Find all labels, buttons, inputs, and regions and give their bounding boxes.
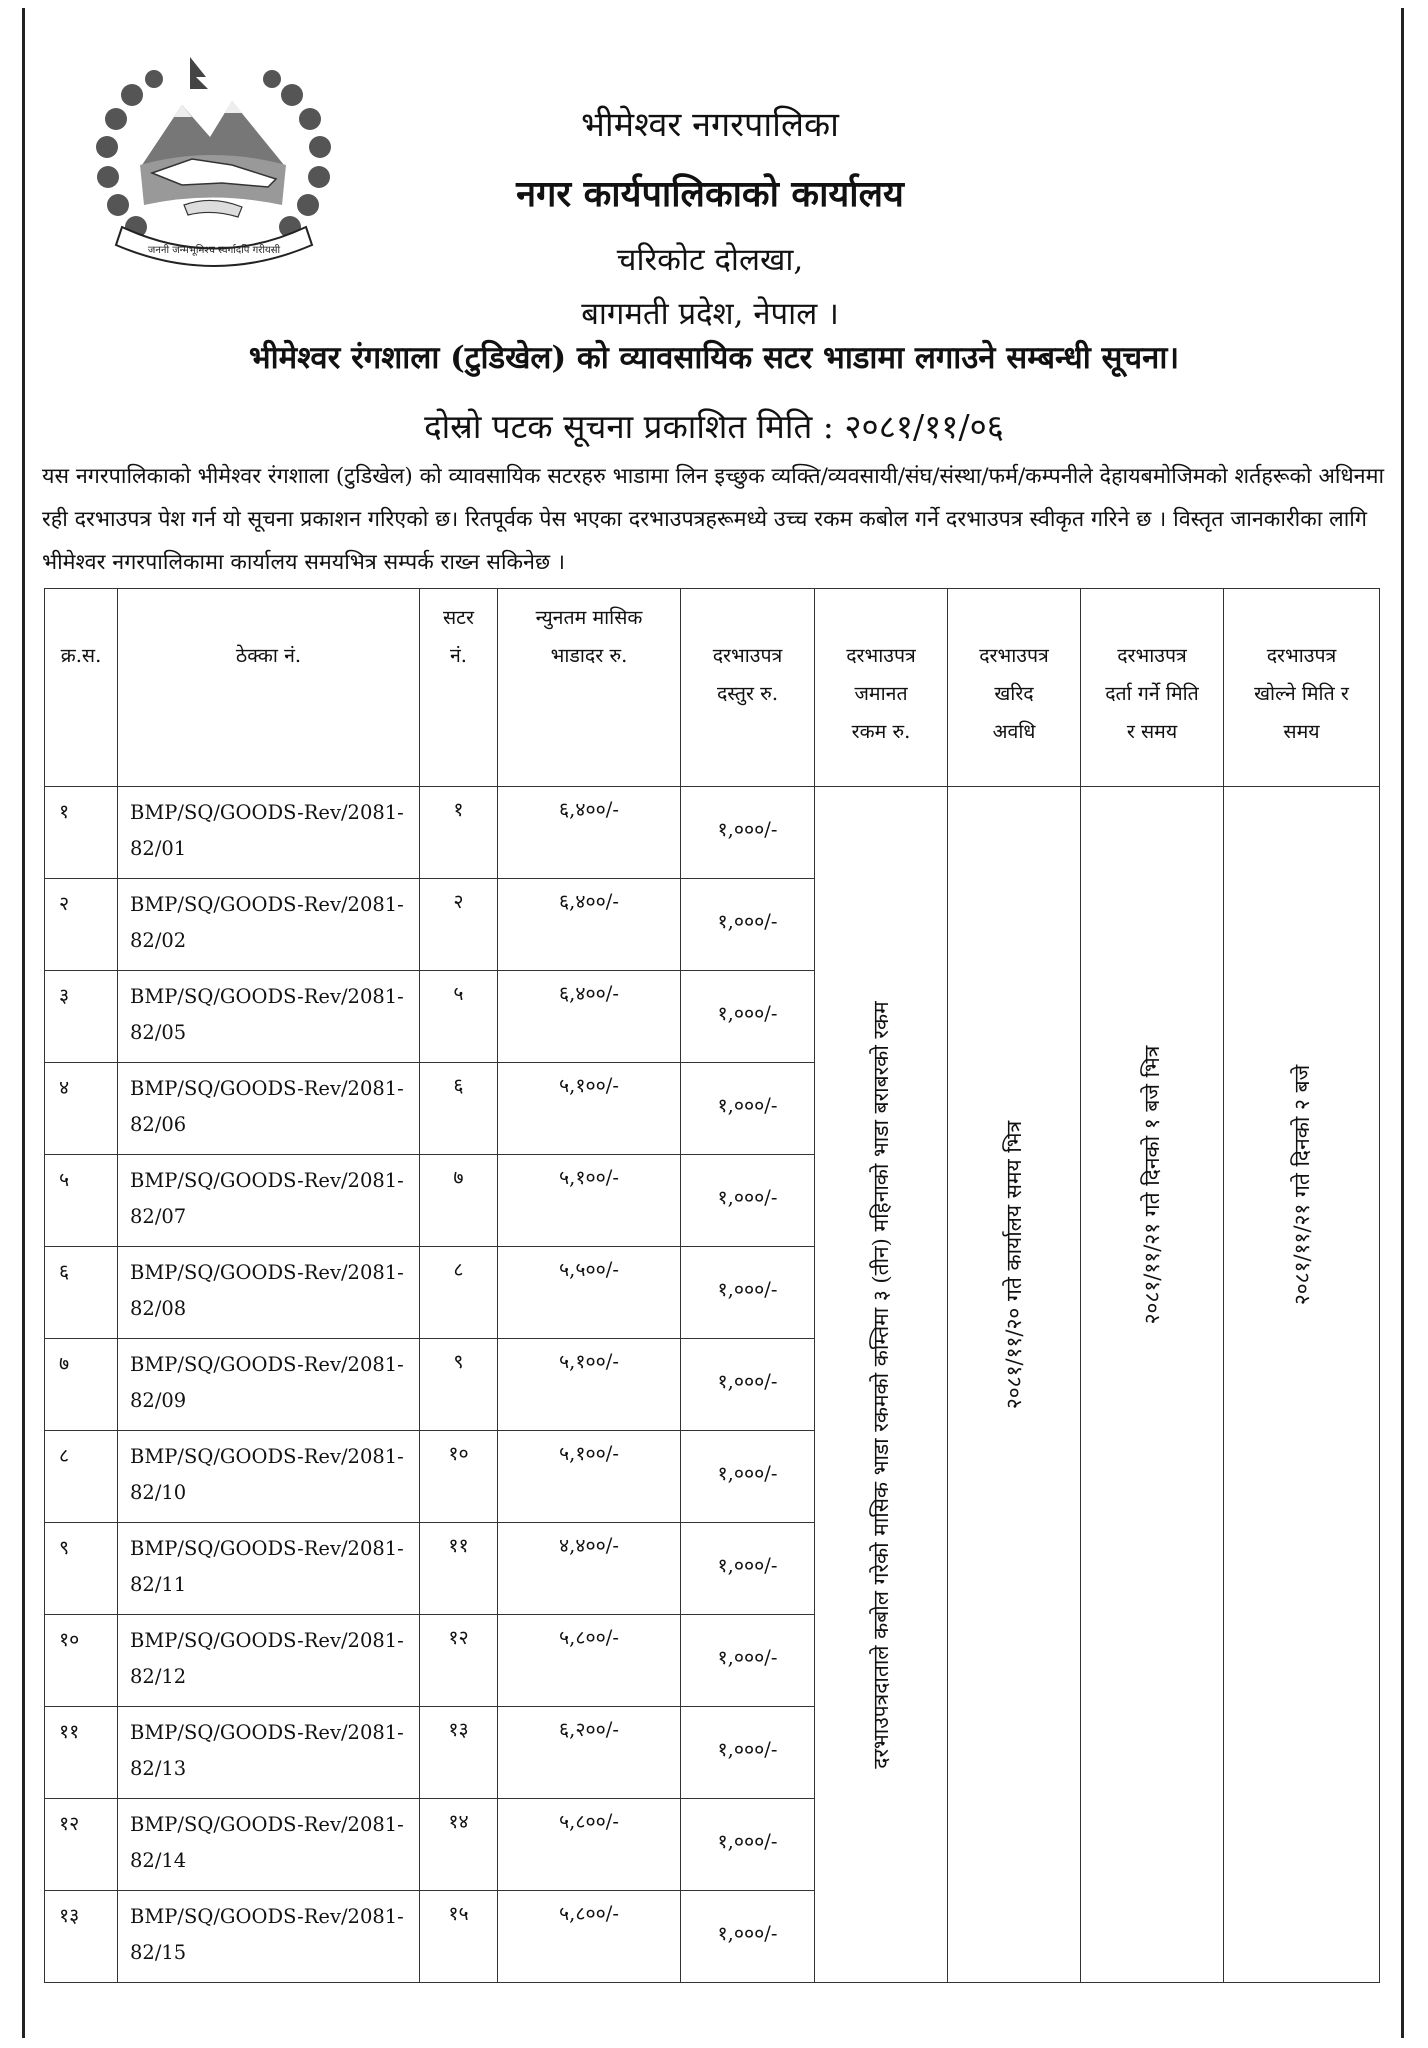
col-opening: दरभाउपत्र खोल्ने मिति र समय bbox=[1224, 589, 1380, 787]
row-min-rent: ५,१००/- bbox=[498, 1431, 681, 1523]
row-min-rent: ६,४००/- bbox=[498, 787, 681, 879]
row-shutter-no: ५ bbox=[420, 971, 498, 1063]
row-shutter-no: ११ bbox=[420, 1523, 498, 1615]
row-tender-no: BMP/SQ/GOODS-Rev/2081-82/08 bbox=[118, 1247, 420, 1339]
row-min-rent: ६,४००/- bbox=[498, 971, 681, 1063]
row-min-rent: ६,४००/- bbox=[498, 879, 681, 971]
vertical-text: २०८१/११/२१ गते दिनको १ बजे भित्र bbox=[1140, 1045, 1164, 1324]
row-fee: १,०००/- bbox=[681, 1891, 815, 1983]
row-tender-no: BMP/SQ/GOODS-Rev/2081-82/01 bbox=[118, 787, 420, 879]
emblem-motto: जननी जन्मभूमिश्च स्वर्गादपि गरीयसी bbox=[147, 245, 281, 256]
row-shutter-no: १ bbox=[420, 787, 498, 879]
publish-date-line: दोस्रो पटक सूचना प्रकाशित मिति : २०८१/११/०६ bbox=[424, 407, 1004, 446]
row-min-rent: ५,८००/- bbox=[498, 1891, 681, 1983]
row-fee: १,०००/- bbox=[681, 1523, 815, 1615]
col-purchase-period: दरभाउपत्र खरिद अवधि bbox=[948, 589, 1081, 787]
row-sn: १ bbox=[45, 787, 118, 879]
row-shutter-no: १५ bbox=[420, 1891, 498, 1983]
row-tender-no: BMP/SQ/GOODS-Rev/2081-82/15 bbox=[118, 1891, 420, 1983]
col-deposit: दरभाउपत्र जमानत रकम रु. bbox=[815, 589, 948, 787]
row-sn: १२ bbox=[45, 1799, 118, 1891]
address-line-2: बागमती प्रदेश, नेपाल । bbox=[581, 296, 839, 332]
row-min-rent: ६,२००/- bbox=[498, 1707, 681, 1799]
row-fee: १,०००/- bbox=[681, 1339, 815, 1431]
table-row bbox=[45, 787, 1380, 879]
row-fee: १,०००/- bbox=[681, 1615, 815, 1707]
row-sn: ६ bbox=[45, 1247, 118, 1339]
row-shutter-no: १० bbox=[420, 1431, 498, 1523]
row-tender-no: BMP/SQ/GOODS-Rev/2081-82/13 bbox=[118, 1707, 420, 1799]
notice-title: भीमेश्वर रंगशाला (टुडिखेल) को व्यावसायिक सटर भाडामा लगाउने सम्बन्धी सूचना। bbox=[248, 340, 1180, 376]
row-fee: १,०००/- bbox=[681, 879, 815, 971]
nepal-emblem-icon bbox=[92, 55, 337, 280]
row-fee: १,०००/- bbox=[681, 1155, 815, 1247]
row-min-rent: ५,१००/- bbox=[498, 1063, 681, 1155]
row-fee: १,०००/- bbox=[681, 971, 815, 1063]
row-shutter-no: १३ bbox=[420, 1707, 498, 1799]
row-opening-merged bbox=[1224, 787, 1380, 1983]
row-sn: ७ bbox=[45, 1339, 118, 1431]
row-fee: १,०००/- bbox=[681, 1799, 815, 1891]
row-shutter-no: ९ bbox=[420, 1339, 498, 1431]
office-name: नगर कार्यपालिकाको कार्यालय bbox=[516, 173, 904, 215]
vertical-text: २०८१/११/२१ गते दिनको २ बजे bbox=[1289, 1064, 1314, 1305]
vertical-text: २०८१/११/२० गते कार्यालय समय भित्र bbox=[1002, 1120, 1026, 1409]
row-min-rent: ५,५००/- bbox=[498, 1247, 681, 1339]
vertical-text: दरभाउपत्रदाताले कबोल गरेको मासिक भाडा रकमको कम्तिमा ३ (तीन) महिनाको भाडा बराबरको रकम bbox=[869, 1000, 893, 1769]
row-fee: १,०००/- bbox=[681, 1431, 815, 1523]
row-sn: १० bbox=[45, 1615, 118, 1707]
tender-table bbox=[44, 588, 1380, 1983]
row-shutter-no: ६ bbox=[420, 1063, 498, 1155]
row-shutter-no: ८ bbox=[420, 1247, 498, 1339]
row-sn: ४ bbox=[45, 1063, 118, 1155]
row-tender-no: BMP/SQ/GOODS-Rev/2081-82/05 bbox=[118, 971, 420, 1063]
row-deposit-merged bbox=[815, 787, 948, 1983]
row-sn: १३ bbox=[45, 1891, 118, 1983]
row-tender-no: BMP/SQ/GOODS-Rev/2081-82/07 bbox=[118, 1155, 420, 1247]
row-min-rent: ५,१००/- bbox=[498, 1339, 681, 1431]
row-sn: ९ bbox=[45, 1523, 118, 1615]
row-shutter-no: १२ bbox=[420, 1615, 498, 1707]
col-fee: दरभाउपत्र दस्तुर रु. bbox=[681, 589, 815, 787]
address-line-1: चरिकोट दोलखा, bbox=[616, 242, 804, 278]
row-shutter-no: १४ bbox=[420, 1799, 498, 1891]
row-min-rent: ५,८००/- bbox=[498, 1615, 681, 1707]
municipality-name: भीमेश्वर नगरपालिका bbox=[581, 105, 839, 145]
row-min-rent: ५,१००/- bbox=[498, 1155, 681, 1247]
row-sn: ८ bbox=[45, 1431, 118, 1523]
row-tender-no: BMP/SQ/GOODS-Rev/2081-82/10 bbox=[118, 1431, 420, 1523]
row-tender-no: BMP/SQ/GOODS-Rev/2081-82/02 bbox=[118, 879, 420, 971]
row-tender-no: BMP/SQ/GOODS-Rev/2081-82/11 bbox=[118, 1523, 420, 1615]
row-fee: १,०००/- bbox=[681, 1247, 815, 1339]
row-shutter-no: २ bbox=[420, 879, 498, 971]
row-shutter-no: ७ bbox=[420, 1155, 498, 1247]
row-min-rent: ४,४००/- bbox=[498, 1523, 681, 1615]
row-tender-no: BMP/SQ/GOODS-Rev/2081-82/06 bbox=[118, 1063, 420, 1155]
row-fee: १,०००/- bbox=[681, 787, 815, 879]
table-header-row bbox=[45, 589, 1380, 787]
col-shutter-no: सटर नं. bbox=[420, 589, 498, 787]
col-sn: क्र.स. bbox=[45, 589, 118, 787]
row-fee: १,०००/- bbox=[681, 1707, 815, 1799]
row-min-rent: ५,८००/- bbox=[498, 1799, 681, 1891]
row-sn: ३ bbox=[45, 971, 118, 1063]
row-fee: १,०००/- bbox=[681, 1063, 815, 1155]
row-registration-merged bbox=[1081, 787, 1224, 1983]
intro-paragraph: यस नगरपालिकाको भीमेश्वर रंगशाला (टुडिखेल) को व्यावसायिक सटरहरु भाडामा लिन इच्छुक व्यक्ति/व्यवसायी/संघ/संस्था/फर्म/कम्पनीले देहायबमोजिमको शर्तहरूको अधिनमा रही दरभाउपत्र पेश गर्न यो सूचना प्रकाशन गरिएको छ। रितपूर्वक पेस भएका दरभाउपत्रहरूमध्ये उच्च रकम कबोल गर्ने दरभाउपत्र स्वीकृत गरिने छ । विस्तृत जानकारीका लागि भीमेश्वर नगरपालिकामा कार्यालय समयभित्र सम्पर्क राख्न सकिनेछ । bbox=[42, 464, 1385, 575]
row-tender-no: BMP/SQ/GOODS-Rev/2081-82/09 bbox=[118, 1339, 420, 1431]
col-registration: दरभाउपत्र दर्ता गर्ने मिति र समय bbox=[1081, 589, 1224, 787]
row-sn: ५ bbox=[45, 1155, 118, 1247]
col-min-rent: न्युनतम मासिक भाडादर रु. bbox=[498, 589, 681, 787]
row-sn: ११ bbox=[45, 1707, 118, 1799]
row-sn: २ bbox=[45, 879, 118, 971]
row-tender-no: BMP/SQ/GOODS-Rev/2081-82/14 bbox=[118, 1799, 420, 1891]
row-purchase-merged bbox=[948, 787, 1081, 1983]
col-tender-no: ठेक्का नं. bbox=[118, 589, 420, 787]
row-tender-no: BMP/SQ/GOODS-Rev/2081-82/12 bbox=[118, 1615, 420, 1707]
